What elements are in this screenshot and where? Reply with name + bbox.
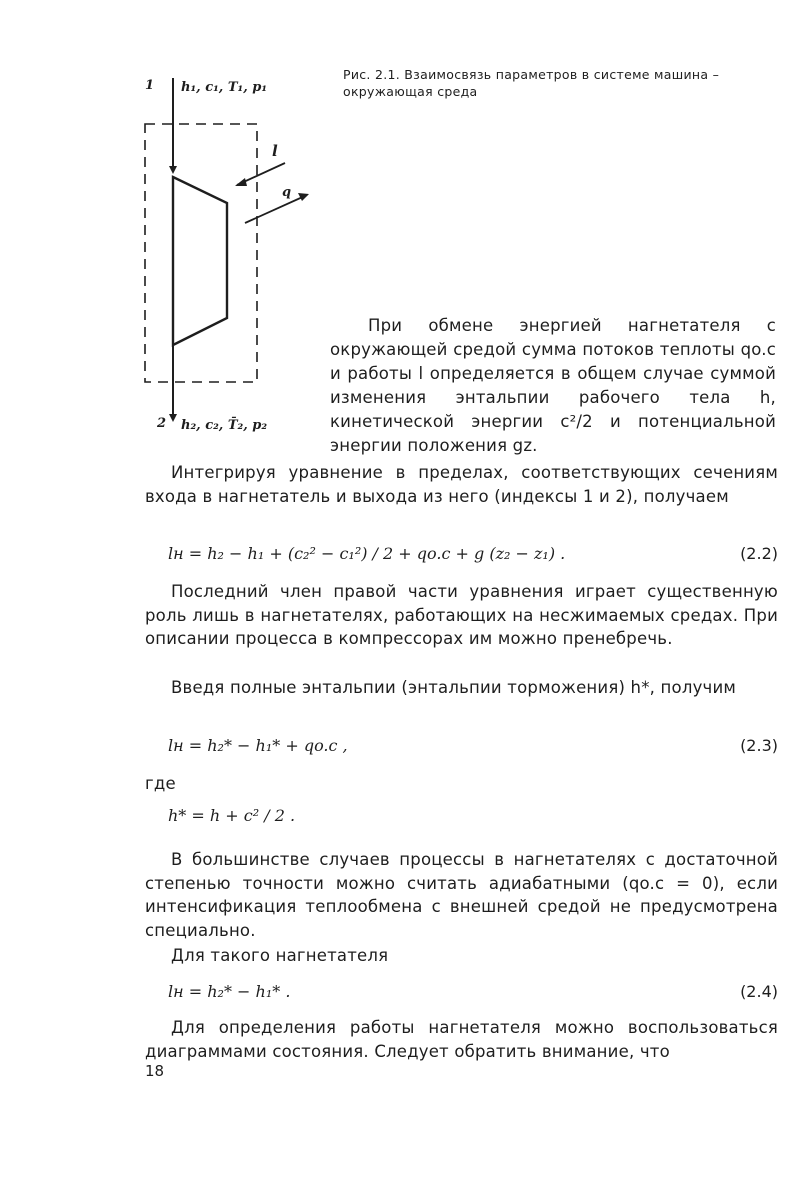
equation-2-3 (168, 736, 778, 760)
heat-arrow-line (245, 195, 307, 223)
figure-caption: Рис. 2.1. Взаимосвязь параметров в системе машина – окружающая среда (343, 67, 720, 99)
work-label: l (272, 142, 278, 160)
equation-2-4-formula: lн = h₂* − h₁* . (168, 982, 291, 1001)
control-volume-boundary (145, 124, 257, 382)
paragraph-energy-exchange: При обмене энергией нагнетателя с окружающей средой сумма потоков теплоты qo.c и работы l определяется в общем случае суммой изменения энтальпии рабочего тела h, кинетической энергии c²/2 и потенциальной энергии положения gz. (330, 316, 776, 455)
equation-2-4 (168, 982, 778, 1006)
paragraph-integration: Интегрируя уравнение в пределах, соответствующих сечениям входа в нагнетатель и выхода из него (индексы 1 и 2), получаем (145, 463, 778, 506)
page-number: 18 (145, 1062, 165, 1080)
outlet-arrow (169, 414, 177, 422)
inlet-section-number: 1 (145, 78, 155, 93)
word-where: где (145, 774, 176, 793)
heat-label: q (282, 185, 292, 200)
equation-2-2-formula: lн = h₂ − h₁ + (c₂² − c₁²) / 2 + qo.c + g (z₂ − z₁) . (168, 544, 566, 563)
equation-2-2-number: (2.2) (740, 544, 778, 563)
machine-trapezoid (173, 177, 227, 345)
equation-2-3-formula: lн = h₂* − h₁* + qo.c , (168, 736, 348, 755)
outlet-section-number: 2 (157, 416, 167, 431)
equation-h-star (168, 806, 778, 830)
heat-arrow-head (298, 193, 309, 201)
paragraph-adiabatic: В большинстве случаев процессы в нагнетателях с достаточной степенью точности можно считать адиабатными (qo.c = 0), если интенсификация теплообмена с внешней средой не предусмотрена специально. (145, 850, 778, 940)
inlet-parameters-label: h₁, c₁, T₁, p₁ (181, 80, 268, 95)
equation-h-star-formula: h* = h + c² / 2 . (168, 806, 296, 825)
figure-machine-environment (135, 70, 335, 450)
inlet-arrow (169, 166, 177, 174)
equation-2-2 (168, 544, 778, 568)
equation-2-4-number: (2.4) (740, 982, 778, 1001)
paragraph-state-diagrams: Для определения работы нагнетателя можно воспользоваться диаграммами состояния. Следует обратить внимание, что (145, 1018, 778, 1061)
paragraph-such-machine: Для такого нагнетателя (171, 946, 389, 965)
outlet-parameters-label: h₂, c₂, T̄₂, p₂ (181, 418, 268, 433)
work-arrow-head (235, 178, 247, 186)
figure-diagram (135, 70, 335, 450)
paragraph-last-term: Последний член правой части уравнения играет существенную роль лишь в нагнетателях, работающих на несжимаемых средах. При описании процесса в компрессорах им можно пренебречь. (145, 582, 778, 648)
paragraph-total-enthalpy: Введя полные энтальпии (энтальпии торможения) h*, получим (171, 678, 737, 697)
equation-2-3-number: (2.3) (740, 736, 778, 755)
